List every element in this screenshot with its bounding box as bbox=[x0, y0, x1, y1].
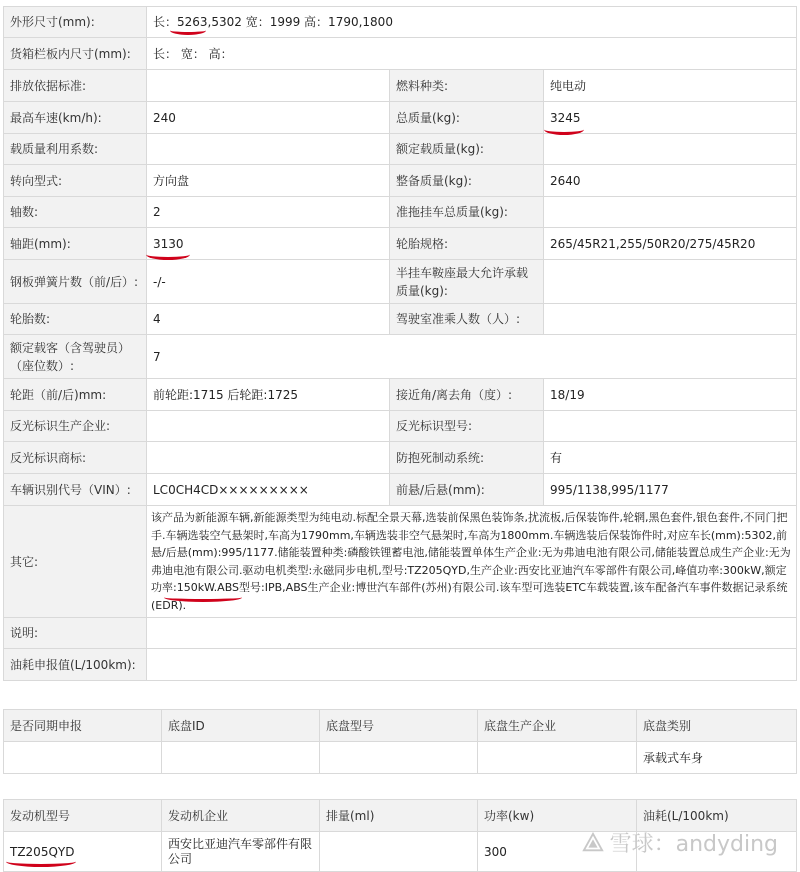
abs-label: 防抱死制动系统: bbox=[390, 442, 544, 474]
abs-value: 有 bbox=[544, 442, 797, 474]
engine-cell: 西安比亚迪汽车零部件有限公司 bbox=[162, 832, 320, 872]
angle-label: 接近角/离去角（度）: bbox=[390, 379, 544, 411]
size-value: 长：5263,5302 宽：1999 高：1790,1800 bbox=[147, 7, 797, 38]
chassis-header: 底盘型号 bbox=[320, 710, 478, 742]
chassis-header: 底盘类别 bbox=[637, 710, 797, 742]
engine-header: 发动机企业 bbox=[162, 800, 320, 832]
wheelbase-label: 轴距(mm): bbox=[4, 228, 147, 260]
chassis-header: 底盘生产企业 bbox=[478, 710, 637, 742]
angle-value: 18/19 bbox=[544, 379, 797, 411]
axles-value: 2 bbox=[147, 197, 390, 228]
reflector-model-value bbox=[544, 411, 797, 442]
track-label: 轮距（前/后)mm: bbox=[4, 379, 147, 411]
chassis-table bbox=[3, 709, 797, 774]
emission-value bbox=[147, 70, 390, 102]
cargo-size-label: 货箱栏板内尺寸(mm): bbox=[4, 38, 147, 70]
load-coef-value bbox=[147, 134, 390, 165]
wheelbase-value: 3130 bbox=[147, 228, 390, 260]
engine-header: 排量(ml) bbox=[320, 800, 478, 832]
overhang-value: 995/1138,995/1177 bbox=[544, 474, 797, 506]
saddle-load-value bbox=[544, 260, 797, 304]
chassis-cell bbox=[478, 742, 637, 774]
axles-label: 轴数: bbox=[4, 197, 147, 228]
rated-seats-label: 额定载客（含驾驶员）（座位数）: bbox=[4, 335, 147, 379]
trailer-mass-value bbox=[544, 197, 797, 228]
total-mass-label: 总质量(kg): bbox=[390, 102, 544, 134]
steering-value: 方向盘 bbox=[147, 165, 390, 197]
watermark-text: 雪球：andyding bbox=[609, 832, 778, 857]
steering-label: 转向型式: bbox=[4, 165, 147, 197]
tire-spec-label: 轮胎规格: bbox=[390, 228, 544, 260]
peak-power-underline-mark bbox=[164, 593, 242, 602]
overhang-label: 前悬/后悬(mm): bbox=[390, 474, 544, 506]
wheelbase-underline-mark bbox=[146, 249, 190, 260]
tire-count-value: 4 bbox=[147, 304, 390, 335]
cab-passengers-label: 驾驶室准乘人数（人）: bbox=[390, 304, 544, 335]
reflector-brand-value bbox=[147, 442, 390, 474]
engine-header: 发动机型号 bbox=[4, 800, 162, 832]
saddle-load-label: 半挂车鞍座最大允许承载质量(kg): bbox=[390, 260, 544, 304]
chassis-header: 底盘ID bbox=[162, 710, 320, 742]
max-speed-label: 最高车速(km/h): bbox=[4, 102, 147, 134]
trailer-mass-label: 准拖挂车总质量(kg): bbox=[390, 197, 544, 228]
reflector-model-label: 反光标识型号: bbox=[390, 411, 544, 442]
cab-passengers-value bbox=[544, 304, 797, 335]
length-underline-mark bbox=[170, 26, 206, 35]
rated-load-label: 额定载质量(kg): bbox=[390, 134, 544, 165]
motor-model-underline-mark bbox=[6, 856, 76, 867]
chassis-cell bbox=[162, 742, 320, 774]
fuel-label: 燃料种类: bbox=[390, 70, 544, 102]
engine-cell bbox=[320, 832, 478, 872]
fuel-value: 纯电动 bbox=[544, 70, 797, 102]
fuel-consumption-label: 油耗申报值(L/100km): bbox=[4, 649, 147, 681]
reflector-maker-label: 反光标识生产企业: bbox=[4, 411, 147, 442]
vin-value: LC0CH4CD××××××××× bbox=[147, 474, 390, 506]
total-mass-underline-mark bbox=[544, 124, 584, 135]
cargo-size-value: 长： 宽： 高： bbox=[147, 38, 797, 70]
curb-mass-value: 2640 bbox=[544, 165, 797, 197]
remark-label: 说明: bbox=[4, 618, 147, 649]
load-coef-label: 载质量利用系数: bbox=[4, 134, 147, 165]
track-value: 前轮距:1715 后轮距:1725 bbox=[147, 379, 390, 411]
emission-label: 排放依据标准: bbox=[4, 70, 147, 102]
tire-spec-value: 265/45R21,255/50R20/275/45R20 bbox=[544, 228, 797, 260]
size-label: 外形尺寸(mm): bbox=[4, 7, 147, 38]
spring-count-value: -/- bbox=[147, 260, 390, 304]
other-label: 其它: bbox=[4, 506, 147, 618]
curb-mass-label: 整备质量(kg): bbox=[390, 165, 544, 197]
snowball-logo-icon bbox=[582, 832, 604, 854]
rated-seats-value: 7 bbox=[147, 335, 797, 379]
total-mass-value: 3245 bbox=[544, 102, 797, 134]
watermark bbox=[582, 827, 778, 858]
rated-load-value bbox=[544, 134, 797, 165]
remark-value bbox=[147, 618, 797, 649]
reflector-brand-label: 反光标识商标: bbox=[4, 442, 147, 474]
tire-count-label: 轮胎数: bbox=[4, 304, 147, 335]
spring-count-label: 钢板弹簧片数（前/后）: bbox=[4, 260, 147, 304]
max-speed-value: 240 bbox=[147, 102, 390, 134]
reflector-maker-value bbox=[147, 411, 390, 442]
vin-label: 车辆识别代号（VIN）: bbox=[4, 474, 147, 506]
engine-header: 功率(kw) bbox=[478, 800, 637, 832]
chassis-cell bbox=[320, 742, 478, 774]
engine-header: 油耗(L/100km) bbox=[637, 800, 797, 832]
chassis-cell bbox=[4, 742, 162, 774]
chassis-cell: 承载式车身 bbox=[637, 742, 797, 774]
other-value: 该产品为新能源车辆,新能源类型为纯电动.标配全景天幕,选装前保黑色装饰条,扰流板,后保装饰件,轮辋,黑色套件,银色套件,不同门把手.车辆选装空气悬架时,车高为1790mm,车辆选装非空气悬架时,车高为1800mm.车辆选装后保装饰件时,对应车长(mm):5302,前悬/后悬(mm):995/1177.储能装置种类:磷酸铁锂蓄电池,储能装置单体生产企业:无为弗迪电池有限公司,储能装置总成生产企业:无为弗迪电池有限公司.驱动电机类型:永磁同步电机,型号:TZ205QYD,生产企业:西安比亚迪汽车零部件有限公司,峰值功率:300kW,额定功率:150kW.ABS型号:IPB,ABS生产企业:博世汽车部件(苏州)有限公司.该车型可选装ETC车载装置,该车配备汽车事件数据记录系统(EDR). bbox=[147, 506, 797, 618]
engine-cell: 300 bbox=[478, 832, 637, 872]
fuel-consumption-value bbox=[147, 649, 797, 681]
engine-cell: TZ205QYD bbox=[4, 832, 162, 872]
chassis-header: 是否同期申报 bbox=[4, 710, 162, 742]
vehicle-spec-table bbox=[3, 6, 797, 681]
